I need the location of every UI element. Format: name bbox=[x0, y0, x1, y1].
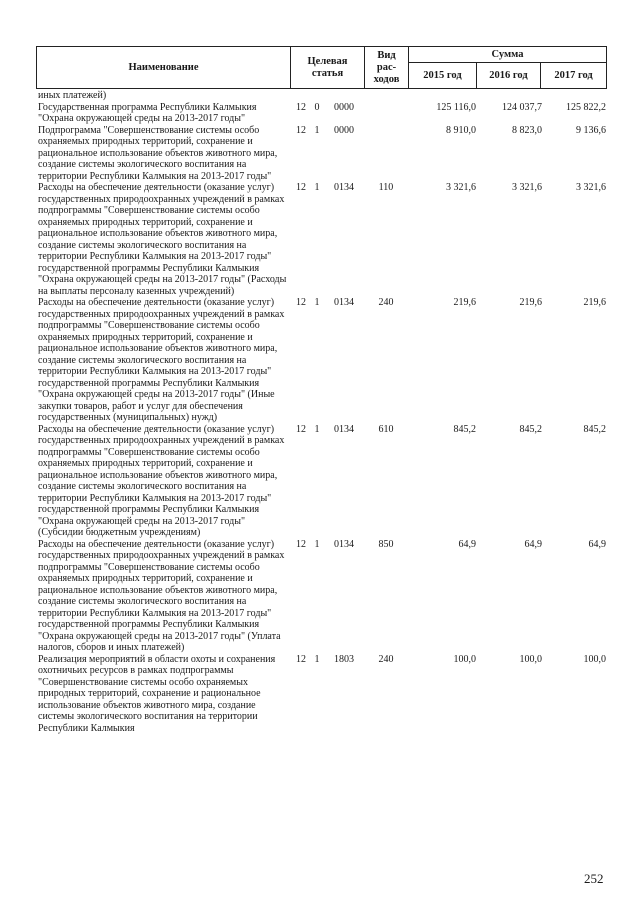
row-code-2: 1 bbox=[314, 124, 320, 136]
row-sum-2017: 64,9 bbox=[588, 538, 606, 550]
row-name: Расходы на обеспечение деятельности (оказание услуг) государственных природоохранных учреждений в рамках подпрограммы "Совершенствование системы особо охраняемых природных территорий, сохранение и рациональное использование объектов животного мира, создание системы экологического воспитания на территории Республики Калмыкия на 2013-2017 годы" государственной программы Республики Калмыкия "Охрана окружающей среды на 2013-2017 годы" (Иные закупки товаров, работ и услуг для обеспечения государственных (муниципальных) нужд) bbox=[38, 297, 285, 423]
table-row bbox=[36, 297, 606, 424]
row-sum-2016: 8 823,0 bbox=[512, 124, 542, 136]
table-header bbox=[36, 46, 607, 89]
header-name: Наименование bbox=[37, 47, 291, 89]
row-sum-2016: 124 037,7 bbox=[502, 101, 542, 113]
row-expense-type: 240 bbox=[378, 653, 394, 665]
row-code-3: 0134 bbox=[334, 538, 354, 550]
table-body bbox=[36, 90, 606, 734]
row-sum-2017: 100,0 bbox=[583, 653, 606, 665]
row-code-3: 0134 bbox=[334, 423, 354, 435]
row-expense-type: 240 bbox=[378, 297, 394, 308]
row-name: иных платежей) bbox=[38, 90, 107, 101]
row-sum-2016: 845,2 bbox=[519, 423, 542, 435]
row-code-3: 0134 bbox=[334, 182, 354, 193]
row-code-2: 1 bbox=[314, 653, 320, 665]
row-code-1: 12 bbox=[296, 124, 306, 136]
row-sum-2016: 64,9 bbox=[524, 538, 542, 550]
row-name: Реализация мероприятий в области охоты и сохранения охотничьих ресурсов в рамках подпрограммы "Совершенствование системы особо охраняемых природных территорий, сохранение и рациональное использование объектов животного мира, создание системы экологического воспитания на территории Республики Калмыкия bbox=[38, 653, 276, 734]
row-sum-2016: 100,0 bbox=[519, 653, 542, 665]
row-code-2: 1 bbox=[314, 538, 320, 550]
header-expense-type: Вид рас- ходов bbox=[365, 47, 409, 89]
header-2017: 2017 год bbox=[541, 63, 607, 89]
row-code-2: 1 bbox=[314, 182, 320, 193]
header-2015: 2015 год bbox=[409, 63, 477, 89]
row-sum-2016: 219,6 bbox=[519, 297, 542, 308]
header-2016: 2016 год bbox=[477, 63, 541, 89]
row-sum-2015: 3 321,6 bbox=[446, 182, 476, 193]
row-code-1: 12 bbox=[296, 538, 306, 550]
row-expense-type: 110 bbox=[378, 182, 394, 193]
row-name: Подпрограмма "Совершенствование системы особо охраняемых природных территорий, сохранение и рациональное использование объектов животного мира, создание системы экологического воспитания на территории Республики Калмыкия на 2013-2017 годы" bbox=[38, 124, 278, 182]
row-code-1: 12 bbox=[296, 423, 306, 435]
row-name: Расходы на обеспечение деятельности (оказание услуг) государственных природоохранных учреждений в рамках подпрограммы "Совершенствование системы особо охраняемых природных территорий, сохранение и рациональное использование объектов животного мира, создание системы экологического воспитания на территории Республики Калмыкия на 2013-2017 годы" государственной программы Республики Калмыкия "Охрана окружающей среды на 2013-2017 годы" (Субсидии бюджетным учреждениям) bbox=[38, 423, 285, 538]
row-name: Расходы на обеспечение деятельности (оказание услуг) государственных природоохранных учреждений в рамках подпрограммы "Совершенствование системы особо охраняемых природных территорий, сохранение и рациональное использование объектов животного мира, создание системы экологического воспитания на территории Республики Калмыкия на 2013-2017 годы" государственной программы Республики Калмыкия "Охрана окружающей среды на 2013-2017 годы" (Уплата налогов, сборов и иных платежей) bbox=[38, 538, 285, 653]
row-sum-2016: 3 321,6 bbox=[512, 182, 542, 193]
table-row bbox=[36, 102, 606, 125]
row-sum-2017: 845,2 bbox=[583, 423, 606, 435]
row-sum-2015: 64,9 bbox=[458, 538, 476, 550]
row-code-1: 12 bbox=[296, 297, 306, 308]
row-code-3: 0000 bbox=[334, 101, 354, 113]
row-code-1: 12 bbox=[296, 101, 306, 113]
table-row bbox=[36, 654, 606, 735]
row-expense-type: 610 bbox=[378, 423, 394, 435]
row-name: Государственная программа Республики Калмыкия "Охрана окружающей среды на 2013-2017 годы" bbox=[38, 101, 257, 124]
table-row bbox=[36, 125, 606, 183]
table-row bbox=[36, 182, 606, 297]
row-sum-2017: 3 321,6 bbox=[576, 182, 606, 193]
row-code-3: 0000 bbox=[334, 124, 354, 136]
row-name: Расходы на обеспечение деятельности (оказание услуг) государственных природоохранных учреждений в рамках подпрограммы "Совершенствование системы особо охраняемых природных территорий, сохранение и рациональное использование объектов животного мира, создание системы экологического воспитания на территории Республики Калмыкия на 2013-2017 годы" государственной программы Республики Калмыкия "Охрана окружающей среды на 2013-2017 годы" (Расходы на выплаты персоналу казенных учреждений) bbox=[38, 182, 287, 297]
row-sum-2015: 8 910,0 bbox=[446, 124, 476, 136]
row-code-3: 0134 bbox=[334, 297, 354, 308]
table-row bbox=[36, 539, 606, 654]
table-row bbox=[36, 424, 606, 539]
row-sum-2017: 219,6 bbox=[583, 297, 606, 308]
row-code-2: 1 bbox=[314, 297, 320, 308]
row-sum-2017: 9 136,6 bbox=[576, 124, 606, 136]
continuation-row bbox=[36, 90, 606, 102]
header-sum: Сумма bbox=[409, 47, 607, 63]
row-sum-2015: 219,6 bbox=[453, 297, 476, 308]
row-code-2: 0 bbox=[314, 101, 320, 113]
row-code-1: 12 bbox=[296, 653, 306, 665]
page-number: 252 bbox=[584, 871, 604, 886]
row-code-1: 12 bbox=[296, 182, 306, 193]
row-code-3: 1803 bbox=[334, 653, 354, 665]
row-sum-2015: 125 116,0 bbox=[436, 101, 476, 113]
row-sum-2015: 100,0 bbox=[453, 653, 476, 665]
row-sum-2017: 125 822,2 bbox=[566, 101, 606, 113]
row-expense-type: 850 bbox=[378, 538, 394, 550]
row-sum-2015: 845,2 bbox=[453, 423, 476, 435]
row-code-2: 1 bbox=[314, 423, 320, 435]
header-target-article: Целевая статья bbox=[291, 47, 365, 89]
